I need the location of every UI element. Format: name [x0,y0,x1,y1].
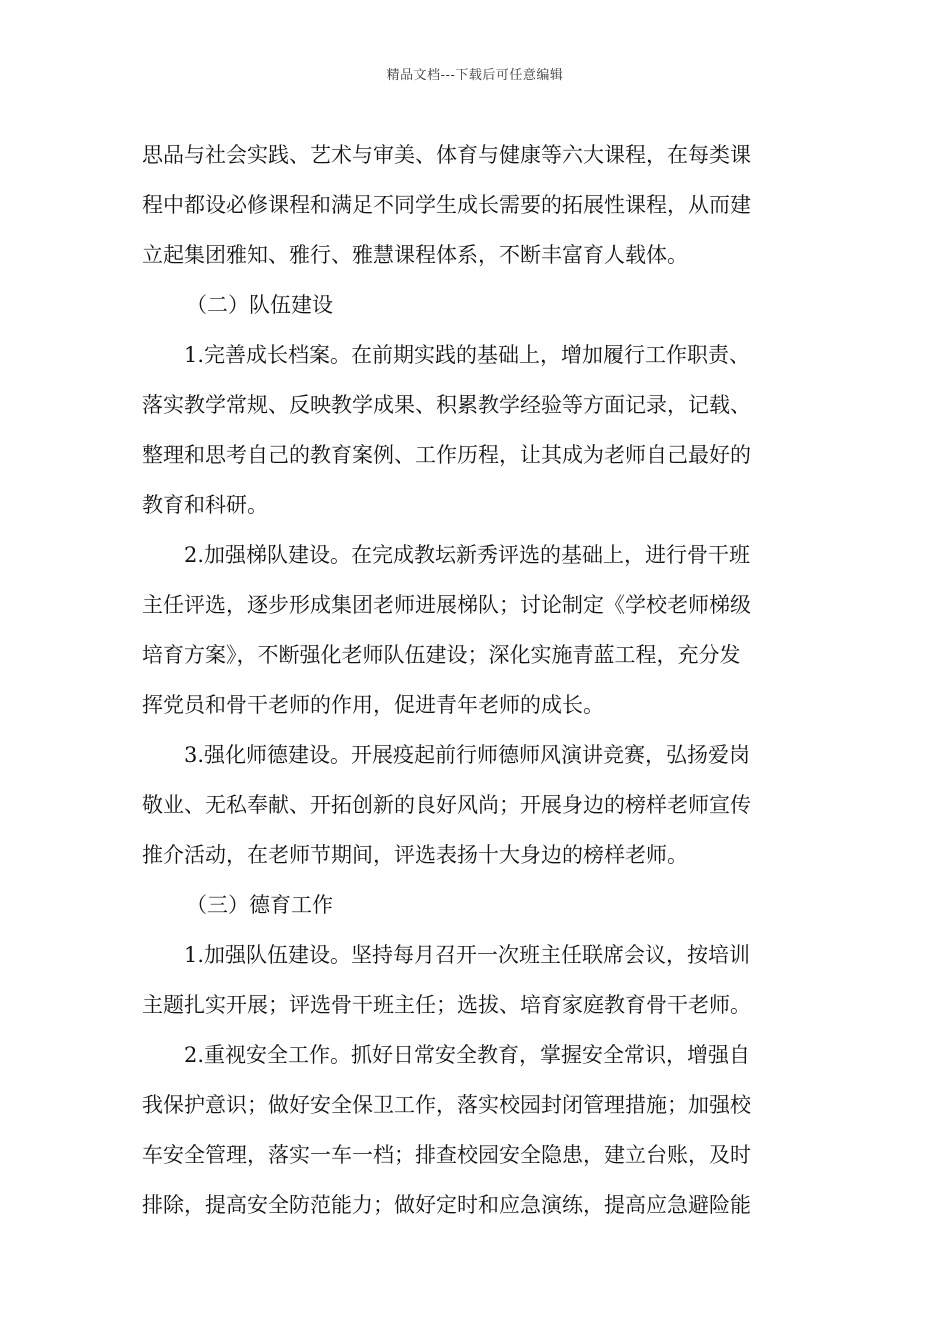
text-line: 我保护意识；做好安全保卫工作，落实校园封闭管理措施；加强校 [142,1093,751,1117]
section-heading-team: （二）队伍建设 [186,293,333,317]
text-line: 主任评选，逐步形成集团老师进展梯队；讨论制定《学校老师梯级 [142,593,751,617]
paragraph-start: 1.完善成长档案。在前期实践的基础上，增加履行工作职责、 [184,343,751,367]
text-line: 落实教学常规、反映教学成果、积累教学经验等方面记录，记载、 [142,393,751,417]
text-line: 主题扎实开展；评选骨干班主任；选拔、培育家庭教育骨干老师。 [142,993,751,1017]
text-line: 程中都设必修课程和满足不同学生成长需要的拓展性课程，从而建 [142,193,751,217]
text-line: 整理和思考自己的教育案例、工作历程，让其成为老师自己最好的 [142,443,751,467]
text-line: 挥党员和骨干老师的作用，促进青年老师的成长。 [142,693,604,717]
paragraph-start: 3.强化师德建设。开展疫起前行师德师风演讲竞赛，弘扬爱岗 [184,743,751,767]
paragraph-start: 2.加强梯队建设。在完成教坛新秀评选的基础上，进行骨干班 [184,543,751,567]
text-line: 车安全管理，落实一车一档；排查校园安全隐患，建立台账，及时 [142,1143,751,1167]
text-line: 思品与社会实践、艺术与审美、体育与健康等六大课程，在每类课 [142,143,751,167]
section-heading-moral: （三）德育工作 [186,893,333,917]
paragraph-start: 2.重视安全工作。抓好日常安全教育，掌握安全常识，增强自 [184,1043,751,1067]
text-line: 立起集团雅知、雅行、雅慧课程体系，不断丰富育人载体。 [142,243,688,267]
page-header: 精品文档---下载后可任意编辑 [386,68,564,83]
text-line: 排除，提高安全防范能力；做好定时和应急演练，提高应急避险能 [142,1193,751,1217]
text-line: 教育和科研。 [142,493,268,517]
text-line: 培育方案》，不断强化老师队伍建设；深化实施青蓝工程，充分发 [142,643,741,667]
text-line: 敬业、无私奉献、开拓创新的良好风尚；开展身边的榜样老师宣传 [142,793,751,817]
paragraph-start: 1.加强队伍建设。坚持每月召开一次班主任联席会议，按培训 [184,943,751,967]
document-body [142,130,808,1230]
text-line: 推介活动，在老师节期间，评选表扬十大身边的榜样老师。 [142,843,688,867]
